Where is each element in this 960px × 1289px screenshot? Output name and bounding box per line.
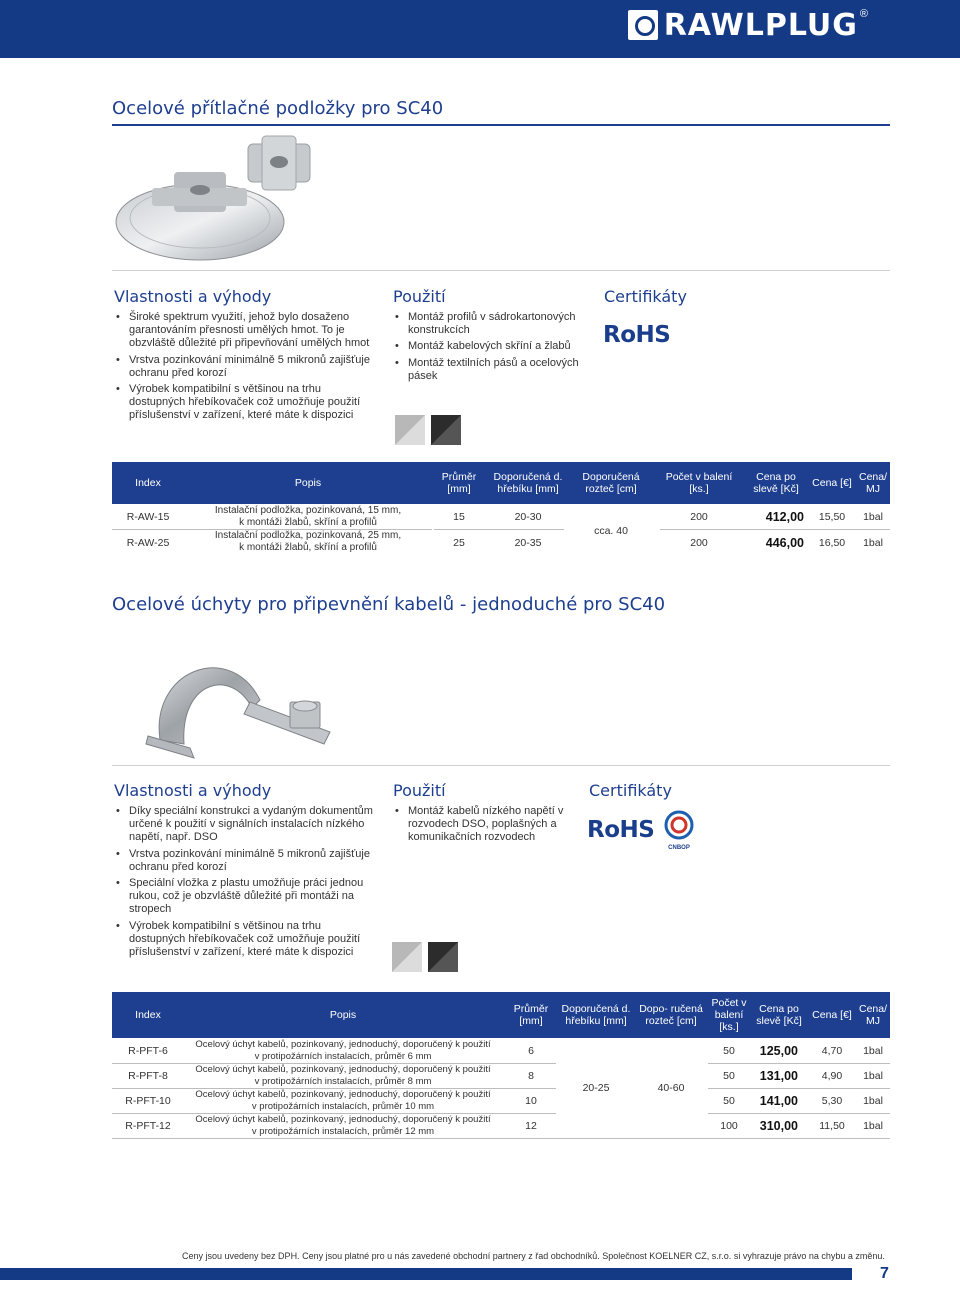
list-item: • Montáž kabelových skříní a žlabů — [393, 340, 593, 353]
cell-diameter: 12 — [525, 1120, 537, 1132]
cell-eur: 15,50 — [818, 511, 846, 523]
cell-unit: 1bal — [863, 1045, 883, 1057]
list-item: • Výrobek kompatibilní s většinou na trhu dostupných hřebíkovaček což umožňuje použití příslušenství v zařízení, které máte k dispozici — [114, 920, 376, 960]
section1-features-list — [114, 311, 376, 426]
th-diameter: Průměr [mm] — [441, 471, 477, 495]
cell-qty: 100 — [720, 1120, 738, 1132]
th-nail: Doporučená d. hřebíku [mm] — [561, 1003, 631, 1027]
th-index: Index — [135, 1009, 161, 1021]
th-price: Cena po slevě [Kč] — [753, 471, 799, 495]
section2-features-heading: Vlastnosti a výhody — [114, 781, 272, 800]
section2-title: Ocelové úchyty pro připevnění kabelů - jednoduché pro SC40 — [112, 594, 666, 615]
cell-qty: 50 — [723, 1095, 735, 1107]
list-item: • Vrstva pozinkování minimálně 5 mikronů zajišťuje ochranu před korozí — [114, 354, 376, 380]
table-row — [112, 530, 890, 555]
cell-eur: 16,50 — [818, 537, 846, 549]
cnbop-logo — [662, 810, 696, 850]
cell-index: R-PFT-10 — [125, 1095, 171, 1107]
desc-line: v protipožárních instalacích, průměr 8 mm — [254, 1076, 432, 1087]
list-item: • Výrobek kompatibilní s většinou na trhu dostupných hřebíkovaček což umožňuje použití příslušenství v zařízení, které máte k dispozici — [114, 383, 376, 423]
cell-qty: 200 — [690, 537, 708, 549]
rohs-logo: RoHS — [603, 322, 671, 348]
section2-certs-heading: Certifikáty — [589, 781, 672, 800]
cell-index: R-PFT-6 — [128, 1045, 168, 1057]
cnbop-emblem-icon — [662, 810, 696, 840]
product-image-washer-insert — [240, 134, 320, 194]
cell-qty: 50 — [723, 1045, 735, 1057]
th-description: Popis — [329, 1009, 357, 1021]
cell-description — [184, 1114, 502, 1138]
section1-info-rule — [112, 270, 890, 271]
section1-features-heading: Vlastnosti a výhody — [114, 287, 272, 306]
footer-disclaimer: Ceny jsou uvedeny bez DPH. Ceny jsou platné pro u nás zavedené obchodní partnery z řad obchodníků. Společnost KOELNER CZ, s.r.o. si vyhrazuje právo na chybu a změnu. — [182, 1251, 885, 1261]
th-unit: Cena/ MJ — [858, 471, 888, 495]
table-row — [112, 1114, 890, 1139]
table-row — [112, 1039, 890, 1064]
th-eur: Cena [€] — [812, 477, 852, 489]
list-item: • Vrstva pozinkování minimálně 5 mikronů zajišťuje ochranu před korozí — [114, 848, 376, 874]
cell-diameter: 10 — [525, 1095, 537, 1107]
section2-usage-heading: Použití — [393, 781, 446, 800]
cell-nail: 20-30 — [514, 511, 542, 523]
cell-description — [184, 1064, 502, 1088]
cell-nail: 20-35 — [514, 537, 542, 549]
th-index: Index — [135, 477, 161, 489]
list-item: • Montáž kabelů nízkého napětí v rozvodech DSO, poplašných a komunikačních rozvodech — [393, 805, 575, 845]
cell-unit: 1bal — [863, 537, 883, 549]
cell-unit: 1bal — [863, 511, 883, 523]
cell-eur: 5,30 — [821, 1095, 843, 1107]
page-number: 7 — [880, 1265, 889, 1282]
logo-registered-mark: ® — [859, 8, 868, 20]
section1-usage-heading: Použití — [393, 287, 446, 306]
cell-qty: 200 — [690, 511, 708, 523]
cell-qty: 50 — [723, 1070, 735, 1082]
th-qty: Počet v balení [ks.] — [711, 997, 747, 1033]
rawlplug-logo — [628, 4, 868, 46]
cell-description — [184, 505, 432, 529]
desc-line: v protipožárních instalacích, průměr 10 mm — [251, 1101, 435, 1112]
desc-line: Instalační podložka, pozinkovaná, 25 mm, — [214, 530, 402, 541]
cell-description — [184, 1039, 502, 1063]
cell-price: 131,00 — [759, 1069, 798, 1083]
th-description: Popis — [294, 477, 322, 489]
th-unit: Cena/ MJ — [858, 1003, 888, 1027]
list-item: • Speciální vložka z plastu umožňuje práci jednou rukou, což je obzvláště důležité při montáži na stropech — [114, 877, 376, 917]
cell-description — [184, 1089, 502, 1113]
desc-line: v protipožárních instalacích, průměr 12 mm — [251, 1126, 435, 1137]
desc-line: k montáži žlabů, skříní a profilů — [239, 517, 377, 528]
cell-diameter: 15 — [453, 511, 465, 523]
cell-diameter: 25 — [453, 537, 465, 549]
desc-line: Ocelový úchyt kabelů, pozinkovaný, jednoduchý, doporučený k použití — [195, 1089, 491, 1100]
desc-line: Ocelový úchyt kabelů, pozinkovaný, jednoduchý, doporučený k použití — [195, 1064, 491, 1075]
cell-spacing: cca. 40 — [594, 525, 628, 537]
cell-price: 141,00 — [759, 1094, 798, 1108]
section1-certs-heading: Certifikáty — [604, 287, 687, 306]
desc-line: v protipožárních instalacích, průměr 6 mm — [254, 1051, 432, 1062]
th-spacing: Doporučená rozteč [cm] — [582, 471, 640, 495]
cell-price: 125,00 — [759, 1044, 798, 1058]
logo-text: RAWLPLUG — [663, 7, 858, 43]
footer-bar — [0, 1268, 852, 1280]
table-row — [112, 1089, 890, 1114]
row-divider — [112, 1138, 890, 1139]
desc-line: Instalační podložka, pozinkovaná, 15 mm, — [214, 505, 402, 516]
cell-diameter: 6 — [528, 1045, 534, 1057]
product-image-cable-clip — [140, 640, 340, 760]
cell-price: 446,00 — [765, 536, 804, 550]
cell-unit: 1bal — [863, 1120, 883, 1132]
cell-spacing: 40-60 — [657, 1082, 685, 1094]
cnbop-label: CNBOP — [668, 845, 690, 851]
table-row — [112, 1064, 890, 1089]
section2-features-list — [114, 805, 376, 962]
th-eur: Cena [€] — [812, 1009, 852, 1021]
section2-usage-list — [393, 805, 575, 848]
desc-line: Ocelový úchyt kabelů, pozinkovaný, jednoduchý, doporučený k použití — [195, 1114, 491, 1125]
th-diameter: Průměr [mm] — [513, 1003, 549, 1027]
list-item: • Montáž textilních pásů a ocelových pásek — [393, 357, 593, 383]
table1-header — [112, 462, 890, 504]
cell-unit: 1bal — [863, 1095, 883, 1107]
cell-description — [184, 530, 432, 554]
list-item: • Díky speciální konstrukci a vydaným dokumentům určené k použití v signálních instalacích nízkého napětí, např. DSO — [114, 805, 376, 845]
th-nail: Doporučená d. hřebíku [mm] — [493, 471, 563, 495]
logo-mark-icon — [628, 10, 658, 40]
cell-index: R-AW-15 — [126, 511, 170, 523]
desc-line: k montáži žlabů, skříní a profilů — [239, 542, 377, 553]
cell-index: R-PFT-8 — [128, 1070, 168, 1082]
cell-eur: 4,90 — [821, 1070, 843, 1082]
list-item: • Široké spektrum využití, jehož bylo dosaženo garantováním přesnosti umělých hmot. To je obzvláště důležité při připevňování umělých hmot — [114, 311, 376, 351]
rohs-logo: RoHS — [587, 817, 655, 843]
section1-title: Ocelové přítlačné podložky pro SC40 — [112, 98, 444, 119]
material-icons — [395, 415, 465, 447]
section2-info-rule — [112, 765, 890, 766]
cell-nail: 20-25 — [582, 1082, 610, 1094]
th-price: Cena po slevě [Kč] — [756, 1003, 802, 1027]
table2-header — [112, 992, 890, 1038]
table-row — [112, 505, 890, 530]
cell-unit: 1bal — [863, 1070, 883, 1082]
cell-eur: 11,50 — [819, 1120, 845, 1132]
section1-title-rule — [112, 124, 890, 126]
list-item: • Montáž profilů v sádrokartonových konstrukcích — [393, 311, 593, 337]
cell-diameter: 8 — [528, 1070, 534, 1082]
section1-usage-list — [393, 311, 593, 386]
cell-index: R-PFT-12 — [125, 1120, 171, 1132]
th-spacing: Dopo- ručená rozteč [cm] — [639, 1003, 703, 1027]
th-qty: Počet v balení [ks.] — [665, 471, 733, 495]
cell-price: 412,00 — [765, 510, 804, 524]
cell-index: R-AW-25 — [126, 537, 170, 549]
cell-eur: 4,70 — [821, 1045, 843, 1057]
desc-line: Ocelový úchyt kabelů, pozinkovaný, jednoduchý, doporučený k použití — [195, 1039, 491, 1050]
material-icons — [392, 942, 462, 974]
cell-price: 310,00 — [759, 1119, 798, 1133]
